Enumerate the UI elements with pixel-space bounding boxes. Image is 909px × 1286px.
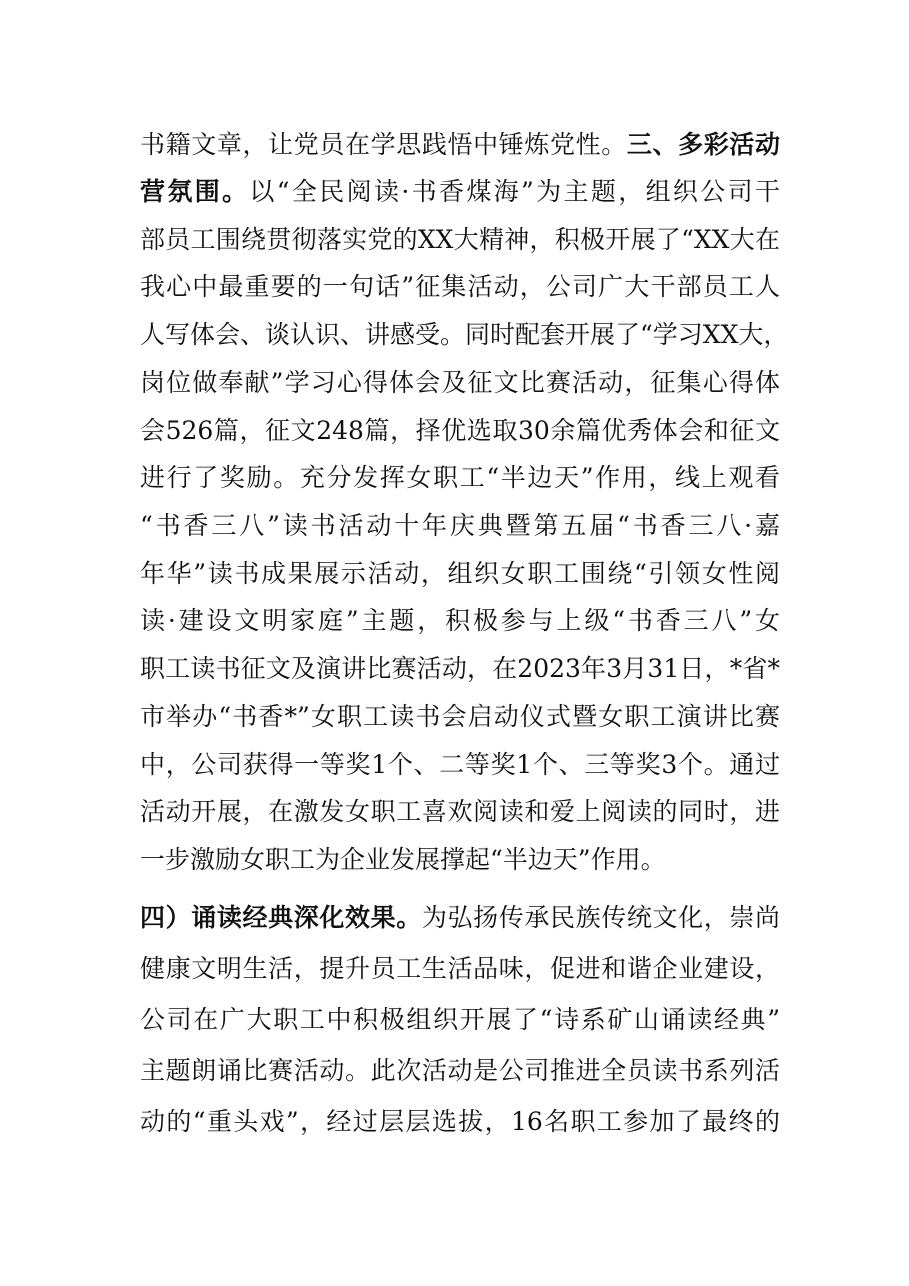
body-text: 为弘扬传承民族传统文化，崇尚 bbox=[421, 903, 780, 932]
text-line: 公司在广大职工中积极组织开展了“诗系矿山诵读经典” bbox=[140, 1005, 780, 1034]
text-line: 年华”读书成果展示活动，组织女职工围绕“引领女性阅 bbox=[140, 559, 780, 588]
text-line: 读·建设文明家庭”主题，积极参与上级“书香三八”女 bbox=[140, 606, 780, 635]
text-line: 职工读书征文及演讲比赛活动，在2023年3月31日，*省* bbox=[140, 654, 780, 683]
section-heading: 营氛围。 bbox=[140, 177, 250, 206]
text-line: 市举办“书香*”女职工读书会启动仪式暨女职工演讲比赛 bbox=[140, 702, 780, 731]
text-line: 活动开展，在激发女职工喜欢阅读和爱上阅读的同时，进 bbox=[140, 797, 780, 826]
text-line bbox=[140, 128, 780, 162]
text-line: 我心中最重要的一句话”征集活动，公司广大干部员工人 bbox=[140, 272, 780, 301]
section-heading: 四）诵读经典深化效果。 bbox=[140, 903, 422, 932]
text-line: 一步激励女职工为企业发展撑起“半边天”作用。 bbox=[140, 845, 666, 874]
section-heading: 三、多彩活动 bbox=[626, 130, 780, 159]
body-text: 书籍文章，让党员在学思践悟中锤炼党性。 bbox=[140, 130, 627, 159]
text-line: 主题朗诵比赛活动。此次活动是公司推进全员读书系列活 bbox=[140, 1056, 780, 1085]
text-line: 会526篇，征文248篇，择优选取30余篇优秀体会和征文 bbox=[140, 416, 780, 445]
text-line: 中，公司获得一等奖1个、二等奖1个、三等奖3个。通过 bbox=[140, 750, 780, 779]
body-text: 以“全民阅读·书香煤海”为主题，组织公司干 bbox=[249, 177, 780, 206]
text-line bbox=[140, 901, 780, 935]
text-line: 动的“重头戏”，经过层层选拔，16名职工参加了最终的 bbox=[140, 1107, 780, 1136]
text-line bbox=[140, 175, 780, 209]
text-line: 部员工围绕贯彻落实党的XX大精神，积极开展了“XX大在 bbox=[140, 225, 780, 254]
text-line: 人写体会、谈认识、讲感受。同时配套开展了“学习XX大， bbox=[140, 320, 789, 349]
text-line: 进行了奖励。充分发挥女职工“半边天”作用，线上观看 bbox=[140, 463, 780, 492]
text-line: 健康文明生活，提升员工生活品味，促进和谐企业建设， bbox=[140, 954, 780, 983]
text-line: 岗位做奉献”学习心得体会及征文比赛活动，征集心得体 bbox=[140, 368, 780, 397]
text-line: “书香三八”读书活动十年庆典暨第五届“书香三八·嘉 bbox=[140, 511, 780, 540]
